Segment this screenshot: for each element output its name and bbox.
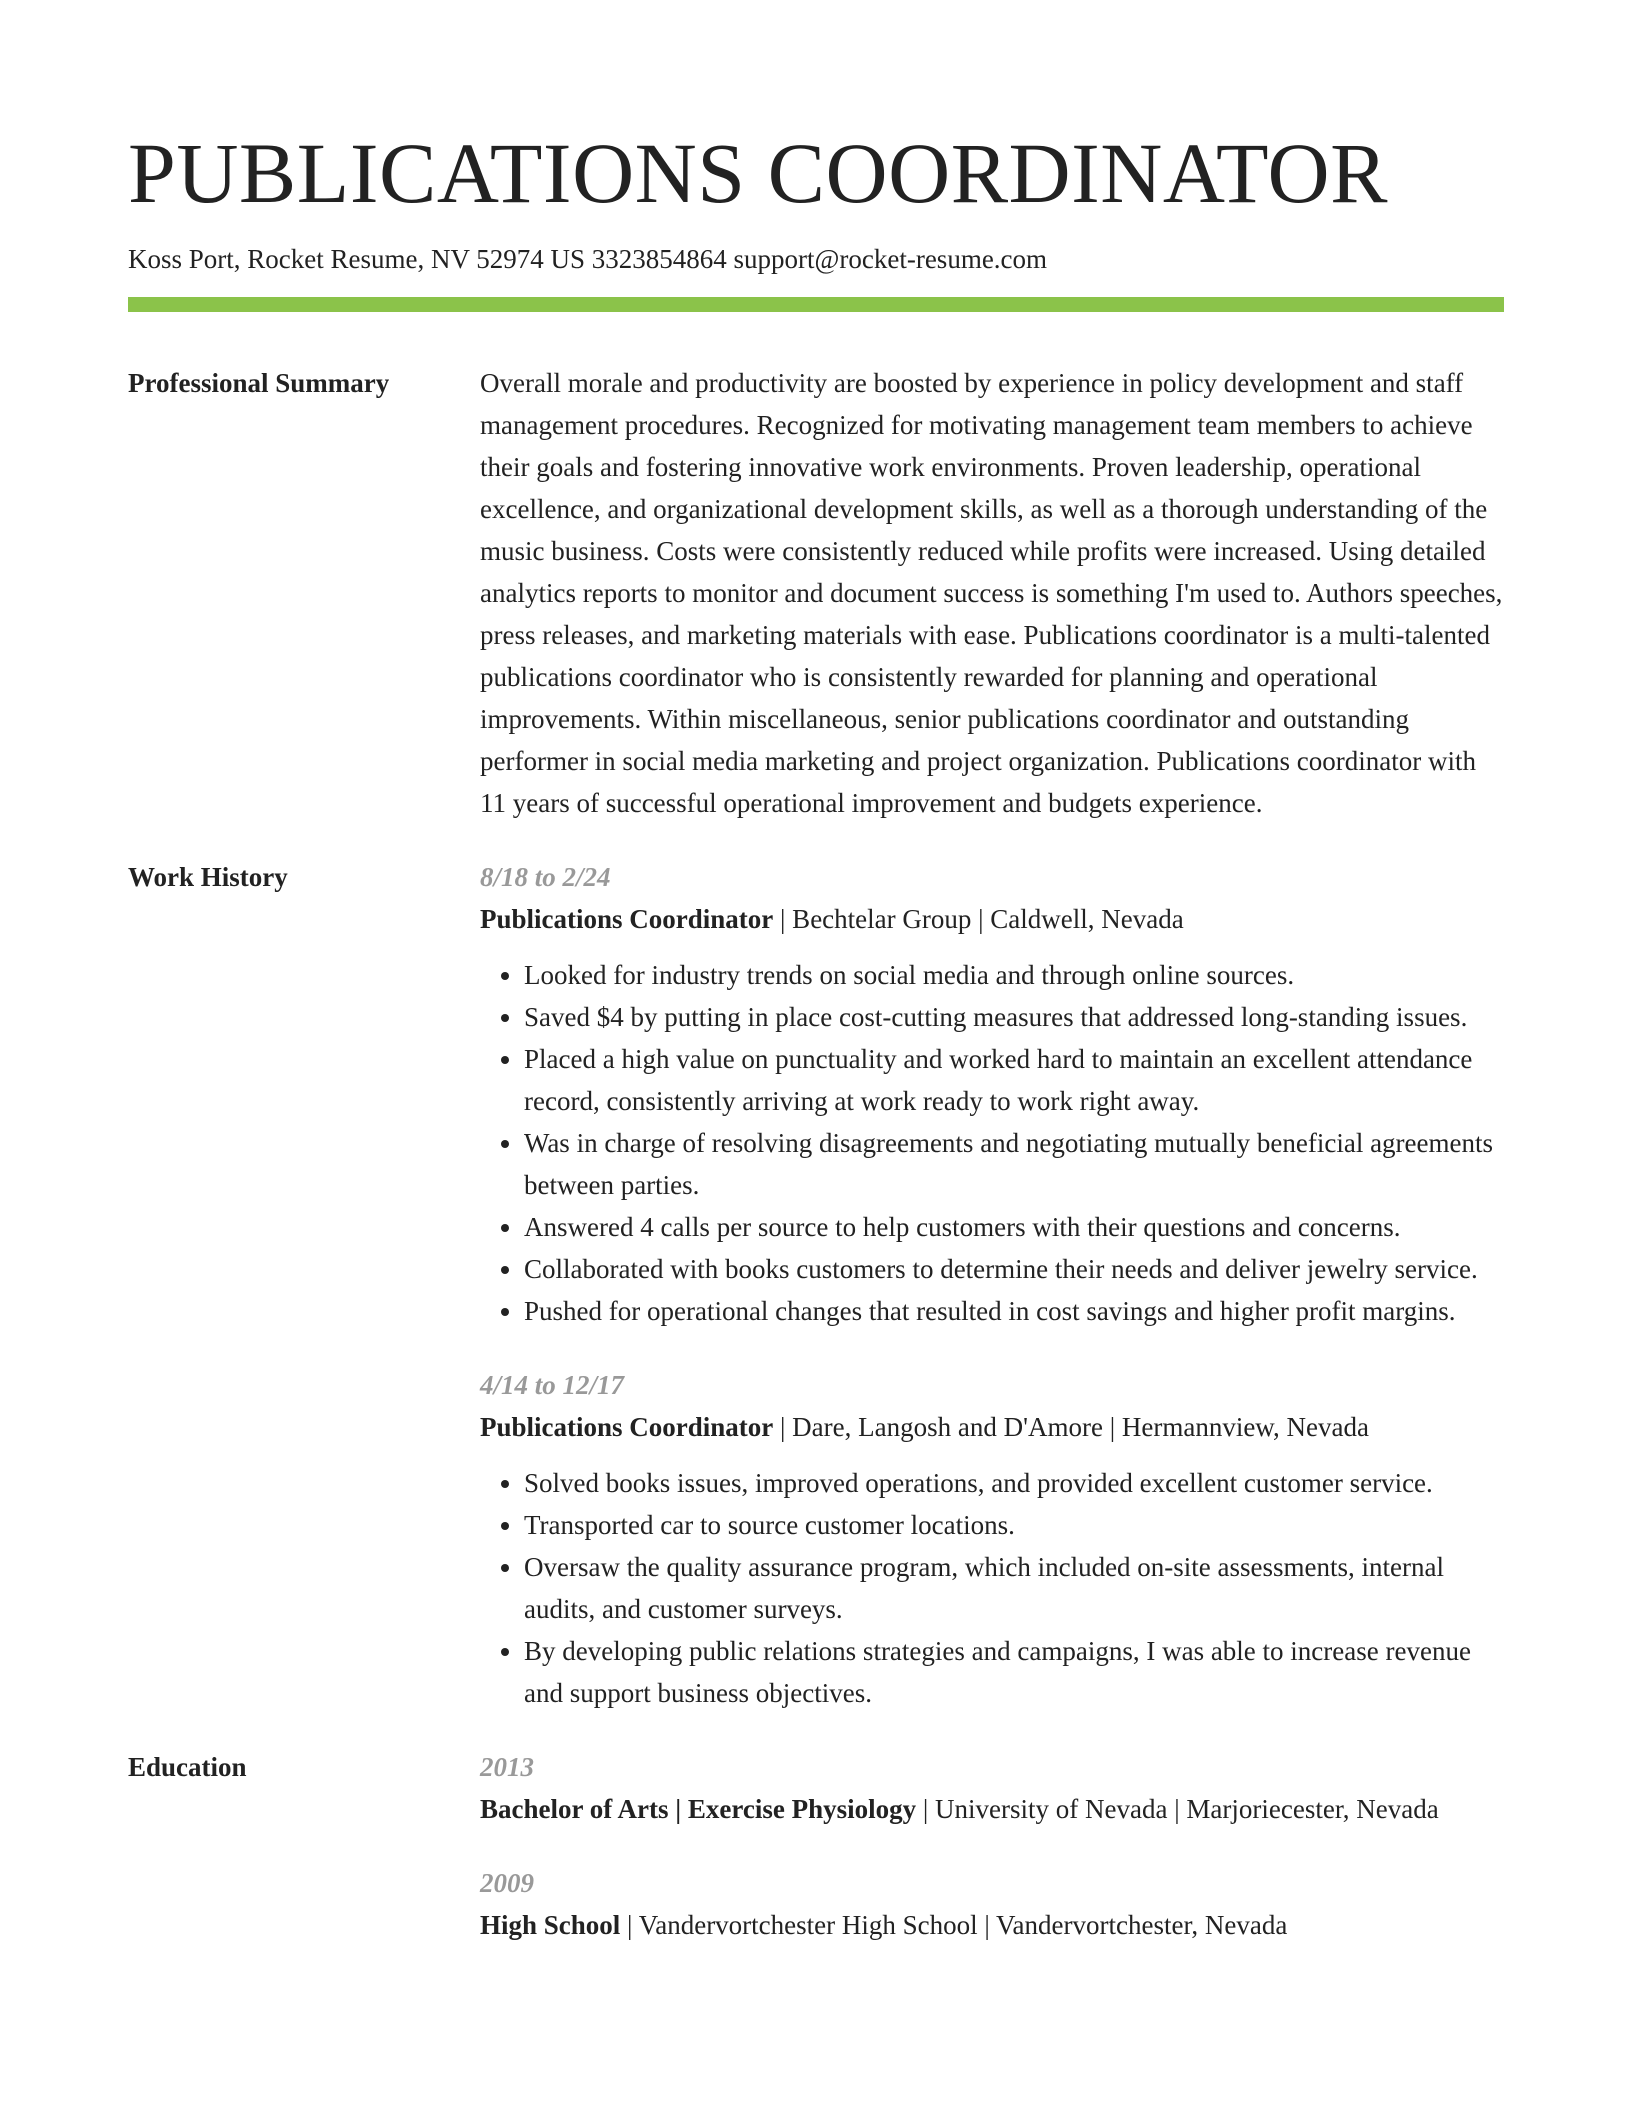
job-company-location: | Dare, Langosh and D'Amore | Hermannview, Nevada — [773, 1412, 1369, 1443]
job-bullet: • Oversaw the quality assurance program, which included on-site assessments, internal audits, and customer surveys. — [524, 1546, 1504, 1630]
education-heading: Education — [128, 1752, 247, 1783]
job-bullet: • Saved $4 by putting in place cost-cutting measures that addressed long-standing issues. — [524, 996, 1504, 1038]
job-bullet: • Transported car to source customer locations. — [524, 1504, 1504, 1546]
job-title-line — [480, 1406, 1504, 1448]
education-degree: Bachelor of Arts | Exercise Physiology — [480, 1794, 917, 1825]
resume-title: PUBLICATIONS COORDINATOR — [128, 125, 1388, 221]
job-bullet: • Placed a high value on punctuality and worked hard to maintain an excellent attendance record, consistently arriving at work ready to work right away. — [524, 1038, 1504, 1122]
job-dates: 4/14 to 12/17 — [480, 1370, 625, 1401]
job-entry — [480, 856, 1504, 1332]
education-line — [480, 1788, 1504, 1830]
contact-email: support@rocket-resume.com — [733, 244, 1048, 274]
job-company-location: | Bechtelar Group | Caldwell, Nevada — [773, 904, 1184, 935]
work-history-heading: Work History — [128, 862, 288, 893]
job-bullet: • Answered 4 calls per source to help customers with their questions and concerns. — [524, 1206, 1504, 1248]
accent-divider — [128, 297, 1504, 312]
contact-address: Koss Port, Rocket Resume, NV 52974 US — [128, 244, 586, 274]
work-history-section — [128, 856, 1504, 1714]
job-bullet: • Pushed for operational changes that resulted in cost savings and higher profit margins. — [524, 1290, 1504, 1332]
education-school-location: | Vandervortchester High School | Vandervortchester, Nevada — [620, 1910, 1288, 1941]
education-entry — [480, 1862, 1504, 1946]
education-year: 2013 — [480, 1752, 534, 1783]
job-bullets — [480, 954, 1504, 1332]
summary-section — [128, 362, 1504, 824]
education-body — [480, 1746, 1504, 1946]
contact-phone: 3323854864 — [591, 244, 727, 274]
job-bullets — [480, 1462, 1504, 1714]
job-title: Publications Coordinator — [480, 1412, 774, 1443]
job-bullet: • By developing public relations strategies and campaigns, I was able to increase revenue and support business objectives. — [524, 1630, 1504, 1714]
education-school-location: | University of Nevada | Marjoriecester, Nevada — [916, 1794, 1439, 1825]
education-section — [128, 1746, 1504, 1946]
education-year: 2009 — [480, 1868, 534, 1899]
education-entry — [480, 1746, 1504, 1830]
job-bullet: • Collaborated with books customers to determine their needs and deliver jewelry service. — [524, 1248, 1504, 1290]
job-dates: 8/18 to 2/24 — [480, 862, 611, 893]
job-bullet: • Looked for industry trends on social media and through online sources. — [524, 954, 1504, 996]
education-line — [480, 1904, 1504, 1946]
job-title: Publications Coordinator — [480, 904, 774, 935]
summary-text: Overall morale and productivity are boosted by experience in policy development and staff management procedures. Recognized for motivating management team members to achieve their goals and fostering innovative work environments. Proven leadership, operational excellence, and organizational development skills, as well as a thorough understanding of the music business. Costs were consistently reduced while profits were increased. Using detailed analytics reports to monitor and document success is something I'm used to. Authors speeches, press releases, and marketing materials with ease. Publications coordinator is a multi-talented publications coordinator who is consistently rewarded for planning and operational improvements. Within miscellaneous, senior publications coordinator and outstanding performer in social media marketing and project organization. Publications coordinator with 11 years of successful operational improvement and budgets experience. — [480, 368, 1503, 819]
summary-heading: Professional Summary — [128, 368, 390, 399]
job-title-line — [480, 898, 1504, 940]
job-bullet: • Solved books issues, improved operations, and provided excellent customer service. — [524, 1462, 1504, 1504]
job-entry — [480, 1364, 1504, 1714]
contact-line — [128, 242, 1504, 277]
job-bullet: • Was in charge of resolving disagreements and negotiating mutually beneficial agreements between parties. — [524, 1122, 1504, 1206]
education-degree: High School — [480, 1910, 621, 1941]
work-history-body — [480, 856, 1504, 1714]
